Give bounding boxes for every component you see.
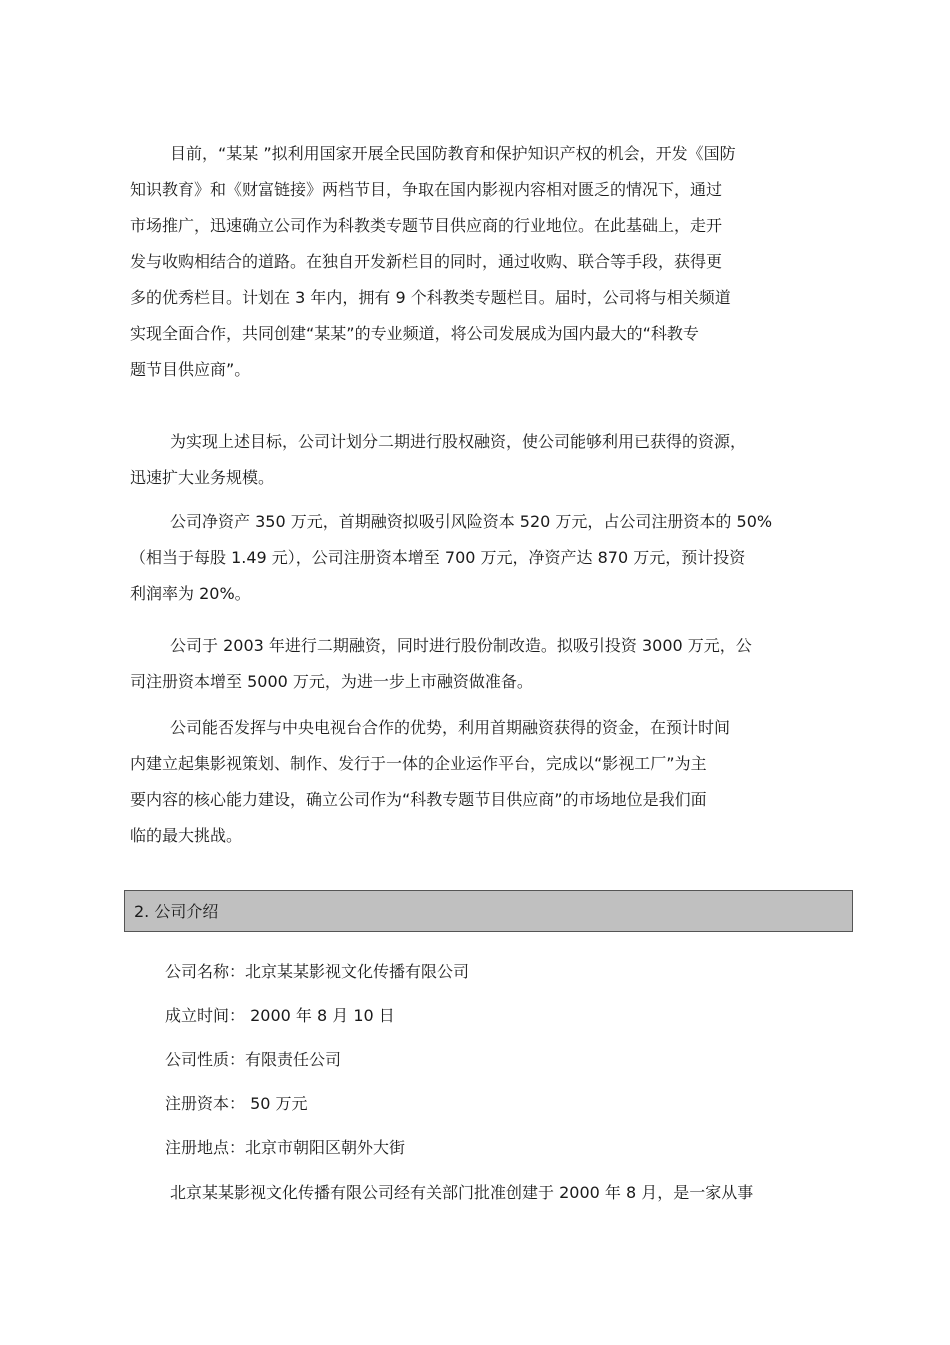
- paragraph-line: 公司于 2003 年进行二期融资，同时进行股份制改造。拟吸引投资 3000 万元，公: [170, 636, 752, 655]
- paragraph-goals: [130, 136, 845, 388]
- company-info-list: [165, 952, 469, 1172]
- paragraph-line: 要内容的核心能力建设，确立公司作为“科教专题节目供应商”的市场地位是我们面: [130, 790, 707, 809]
- paragraph-line: （相当于每股 1.49 元），公司注册资本增至 700 万元，净资产达 870 万元，预计投资: [130, 548, 746, 567]
- paragraph-first-financing: [130, 504, 845, 612]
- paragraph-line: 公司净资产 350 万元，首期融资拟吸引风险资本 520 万元，占公司注册资本的 50%: [170, 512, 773, 531]
- paragraph-second-financing: [130, 628, 845, 700]
- paragraph-line: 目前，“某某 ”拟利用国家开展全民国防教育和保护知识产权的机会，开发《国防: [170, 144, 736, 163]
- company-type: 公司性质：有限责任公司: [165, 1050, 342, 1069]
- paragraph-line: 利润率为 20%。: [130, 584, 251, 603]
- paragraph-line: 实现全面合作，共同创建“某某”的专业频道，将公司发展成为国内最大的“科教专: [130, 324, 699, 343]
- paragraph-line: 公司能否发挥与中央电视台合作的优势，利用首期融资获得的资金，在预计时间: [170, 718, 731, 737]
- paragraph-challenge: [130, 710, 845, 854]
- paragraph-line: 知识教育》和《财富链接》两档节目，争取在国内影视内容相对匮乏的情况下，通过: [130, 180, 723, 199]
- paragraph-line: 迅速扩大业务规模。: [130, 468, 275, 487]
- paragraph-line: 市场推广，迅速确立公司作为科教类专题节目供应商的行业地位。在此基础上，走开: [130, 216, 723, 235]
- section-title: 2. 公司介绍: [134, 902, 219, 921]
- paragraph-line: 临的最大挑战。: [130, 826, 243, 845]
- registered-address: 注册地点：北京市朝阳区朝外大街: [165, 1138, 406, 1157]
- paragraph-line: 内建立起集影视策划、制作、发行于一体的企业运作平台，完成以“影视工厂”为主: [130, 754, 707, 773]
- company-name: 公司名称：北京某某影视文化传播有限公司: [165, 962, 470, 981]
- section-header-bar: [124, 890, 853, 932]
- paragraph-financing-plan: [130, 424, 845, 496]
- paragraph-line: 司注册资本增至 5000 万元，为进一步上市融资做准备。: [130, 672, 533, 691]
- paragraph-line: 多的优秀栏目。计划在 3 年内，拥有 9 个科教类专题栏目。届时，公司将与相关频道: [130, 288, 731, 307]
- founding-date: 成立时间： 2000 年 8 月 10 日: [165, 1006, 395, 1025]
- registered-capital: 注册资本： 50 万元: [165, 1094, 308, 1113]
- paragraph-line: 发与收购相结合的道路。在独自开发新栏目的同时，通过收购、联合等手段，获得更: [130, 252, 723, 271]
- company-description-line: 北京某某影视文化传播有限公司经有关部门批准创建于 2000 年 8 月，是一家从事: [170, 1183, 754, 1202]
- paragraph-line: 为实现上述目标，公司计划分二期进行股权融资，使公司能够利用已获得的资源，: [170, 432, 747, 451]
- paragraph-line: 题节目供应商”。: [130, 360, 251, 379]
